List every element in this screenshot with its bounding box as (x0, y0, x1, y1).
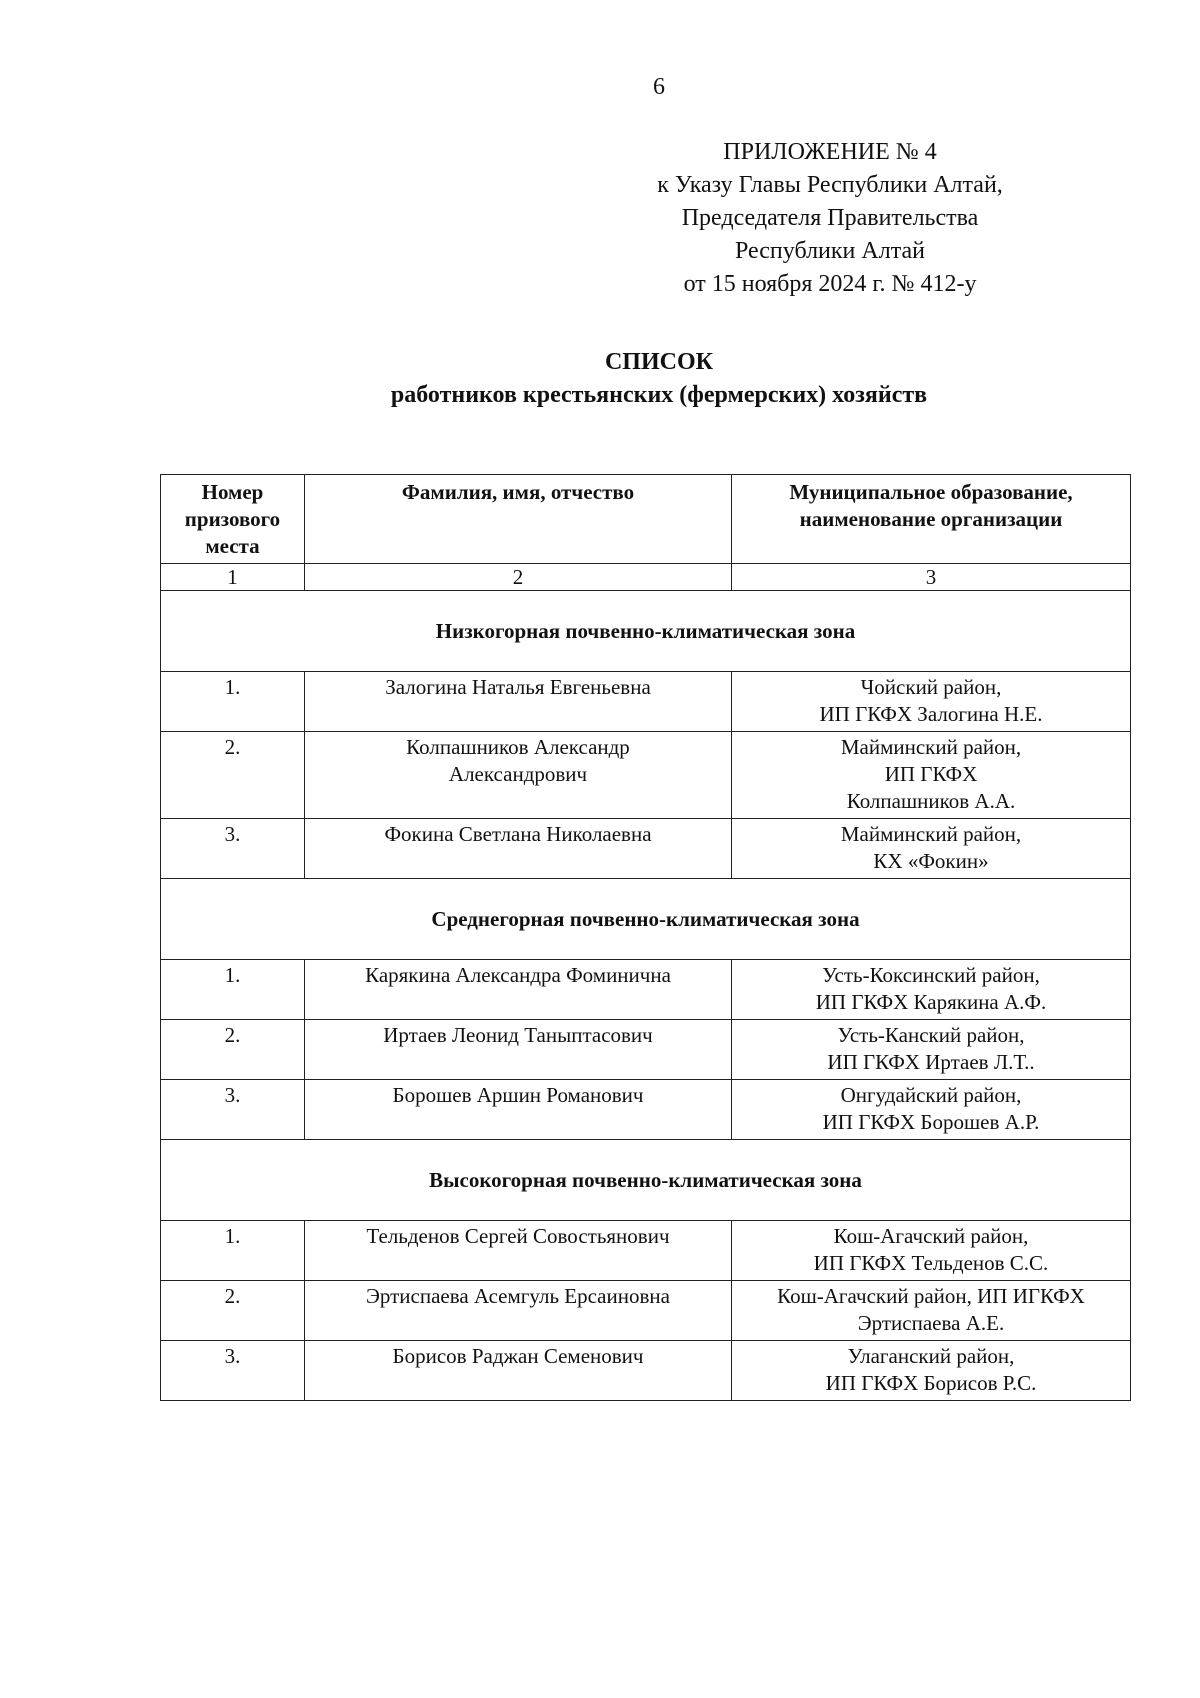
workers-table (160, 474, 1131, 1401)
header-place (161, 475, 305, 564)
table-body (161, 475, 1131, 1401)
person-name-cell (305, 819, 732, 879)
header-line: призового (184, 507, 281, 531)
header-line: места (205, 534, 260, 558)
person-name-cell (305, 1080, 732, 1140)
organization-line: Эртиспаева А.Е. (857, 1311, 1005, 1335)
table-row (161, 960, 1131, 1020)
organization-line: ИП ГКФХ Тельденов С.С. (813, 1251, 1049, 1275)
person-name-line: Залогина Наталья Евгеньевна (385, 675, 651, 699)
person-name-cell (305, 1020, 732, 1080)
person-name-cell (305, 1281, 732, 1341)
organization-line: Усть-Коксинский район, (822, 963, 1040, 987)
organization-cell (732, 1020, 1131, 1080)
person-name-line: Колпашников Александр (406, 735, 630, 759)
organization-line: ИП ГКФХ Иртаев Л.Т.. (827, 1050, 1035, 1074)
organization-line: Усть-Канский район, (837, 1023, 1025, 1047)
column-number: 2 (305, 564, 732, 591)
table-row (161, 732, 1131, 819)
organization-cell (732, 1221, 1131, 1281)
appendix-line: от 15 ноября 2024 г. № 412-у (683, 271, 977, 297)
person-name-cell (305, 672, 732, 732)
organization-cell (732, 1341, 1131, 1401)
zone-header-row (161, 591, 1131, 672)
place-cell: 1. (161, 1221, 305, 1281)
zone-title: Среднегорная почвенно-климатическая зона (161, 879, 1131, 960)
person-name-cell (305, 732, 732, 819)
organization-line: Улаганский район, (847, 1344, 1015, 1368)
organization-line: ИП ГКФХ Залогина Н.Е. (819, 702, 1043, 726)
organization-line: Майминский район, (840, 822, 1022, 846)
column-number-row (161, 564, 1131, 591)
table-row (161, 819, 1131, 879)
place-cell: 2. (161, 1281, 305, 1341)
organization-line: Майминский район, (840, 735, 1022, 759)
person-name-cell (305, 960, 732, 1020)
organization-line: Кош-Агачский район, ИП ИГКФХ (777, 1284, 1085, 1308)
person-name-line: Тельденов Сергей Совостьянович (366, 1224, 670, 1248)
organization-cell (732, 819, 1131, 879)
table-row (161, 1221, 1131, 1281)
place-cell: 2. (161, 732, 305, 819)
organization-line: ИП ГКФХ Борошев А.Р. (822, 1110, 1040, 1134)
page-number: 6 (653, 74, 665, 100)
table-row (161, 1020, 1131, 1080)
person-name-line: Эртиспаева Асемгуль Ерсаиновна (366, 1284, 670, 1308)
person-name-line: Иртаев Леонид Таныптасович (383, 1023, 653, 1047)
person-name-cell (305, 1341, 732, 1401)
appendix-line: ПРИЛОЖЕНИЕ № 4 (723, 139, 937, 165)
organization-cell (732, 672, 1131, 732)
header-line: Фамилия, имя, отчество (401, 480, 635, 504)
organization-cell (732, 1080, 1131, 1140)
header-line: Номер (201, 480, 264, 504)
organization-line: ИП ГКФХ (884, 762, 978, 786)
place-cell: 3. (161, 1080, 305, 1140)
place-cell: 3. (161, 819, 305, 879)
place-cell: 1. (161, 672, 305, 732)
person-name-cell (305, 1221, 732, 1281)
header-name (305, 475, 732, 564)
column-number: 1 (161, 564, 305, 591)
table-row (161, 1341, 1131, 1401)
organization-line: Чойский район, (860, 675, 1002, 699)
organization-cell (732, 960, 1131, 1020)
organization-line: Онгудайский район, (840, 1083, 1022, 1107)
zone-header-row (161, 1140, 1131, 1221)
header-organization (732, 475, 1131, 564)
header-line: наименование организации (799, 507, 1063, 531)
zone-title: Низкогорная почвенно-климатическая зона (161, 591, 1131, 672)
table-row (161, 1281, 1131, 1341)
zone-title: Высокогорная почвенно-климатическая зона (161, 1140, 1131, 1221)
appendix-line: Председателя Правительства (681, 205, 979, 231)
zone-header-row (161, 879, 1131, 960)
appendix-block (580, 136, 1080, 301)
appendix-line: Республики Алтай (735, 238, 925, 264)
document-title: СПИСОК (604, 349, 714, 375)
column-number: 3 (732, 564, 1131, 591)
organization-line: ИП ГКФХ Карякина А.Ф. (815, 990, 1047, 1014)
organization-cell (732, 1281, 1131, 1341)
document-subtitle: работников крестьянских (фермерских) хозяйств (390, 382, 928, 408)
person-name-line: Фокина Светлана Николаевна (384, 822, 652, 846)
organization-cell (732, 732, 1131, 819)
header-line: Муниципальное образование, (789, 480, 1073, 504)
organization-line: Кош-Агачский район, (833, 1224, 1029, 1248)
appendix-line: к Указу Главы Республики Алтай, (657, 172, 1003, 198)
person-name-line: Борисов Раджан Семенович (392, 1344, 644, 1368)
person-name-line: Карякина Александра Фоминична (365, 963, 671, 987)
table-row (161, 672, 1131, 732)
organization-line: Колпашников А.А. (846, 789, 1016, 813)
person-name-line: Борошев Аршин Романович (392, 1083, 644, 1107)
table-row (161, 1080, 1131, 1140)
organization-line: ИП ГКФХ Борисов Р.С. (825, 1371, 1037, 1395)
table-header-row (161, 475, 1131, 564)
person-name-line: Александрович (448, 762, 588, 786)
place-cell: 2. (161, 1020, 305, 1080)
place-cell: 3. (161, 1341, 305, 1401)
place-cell: 1. (161, 960, 305, 1020)
organization-line: КХ «Фокин» (873, 849, 989, 873)
